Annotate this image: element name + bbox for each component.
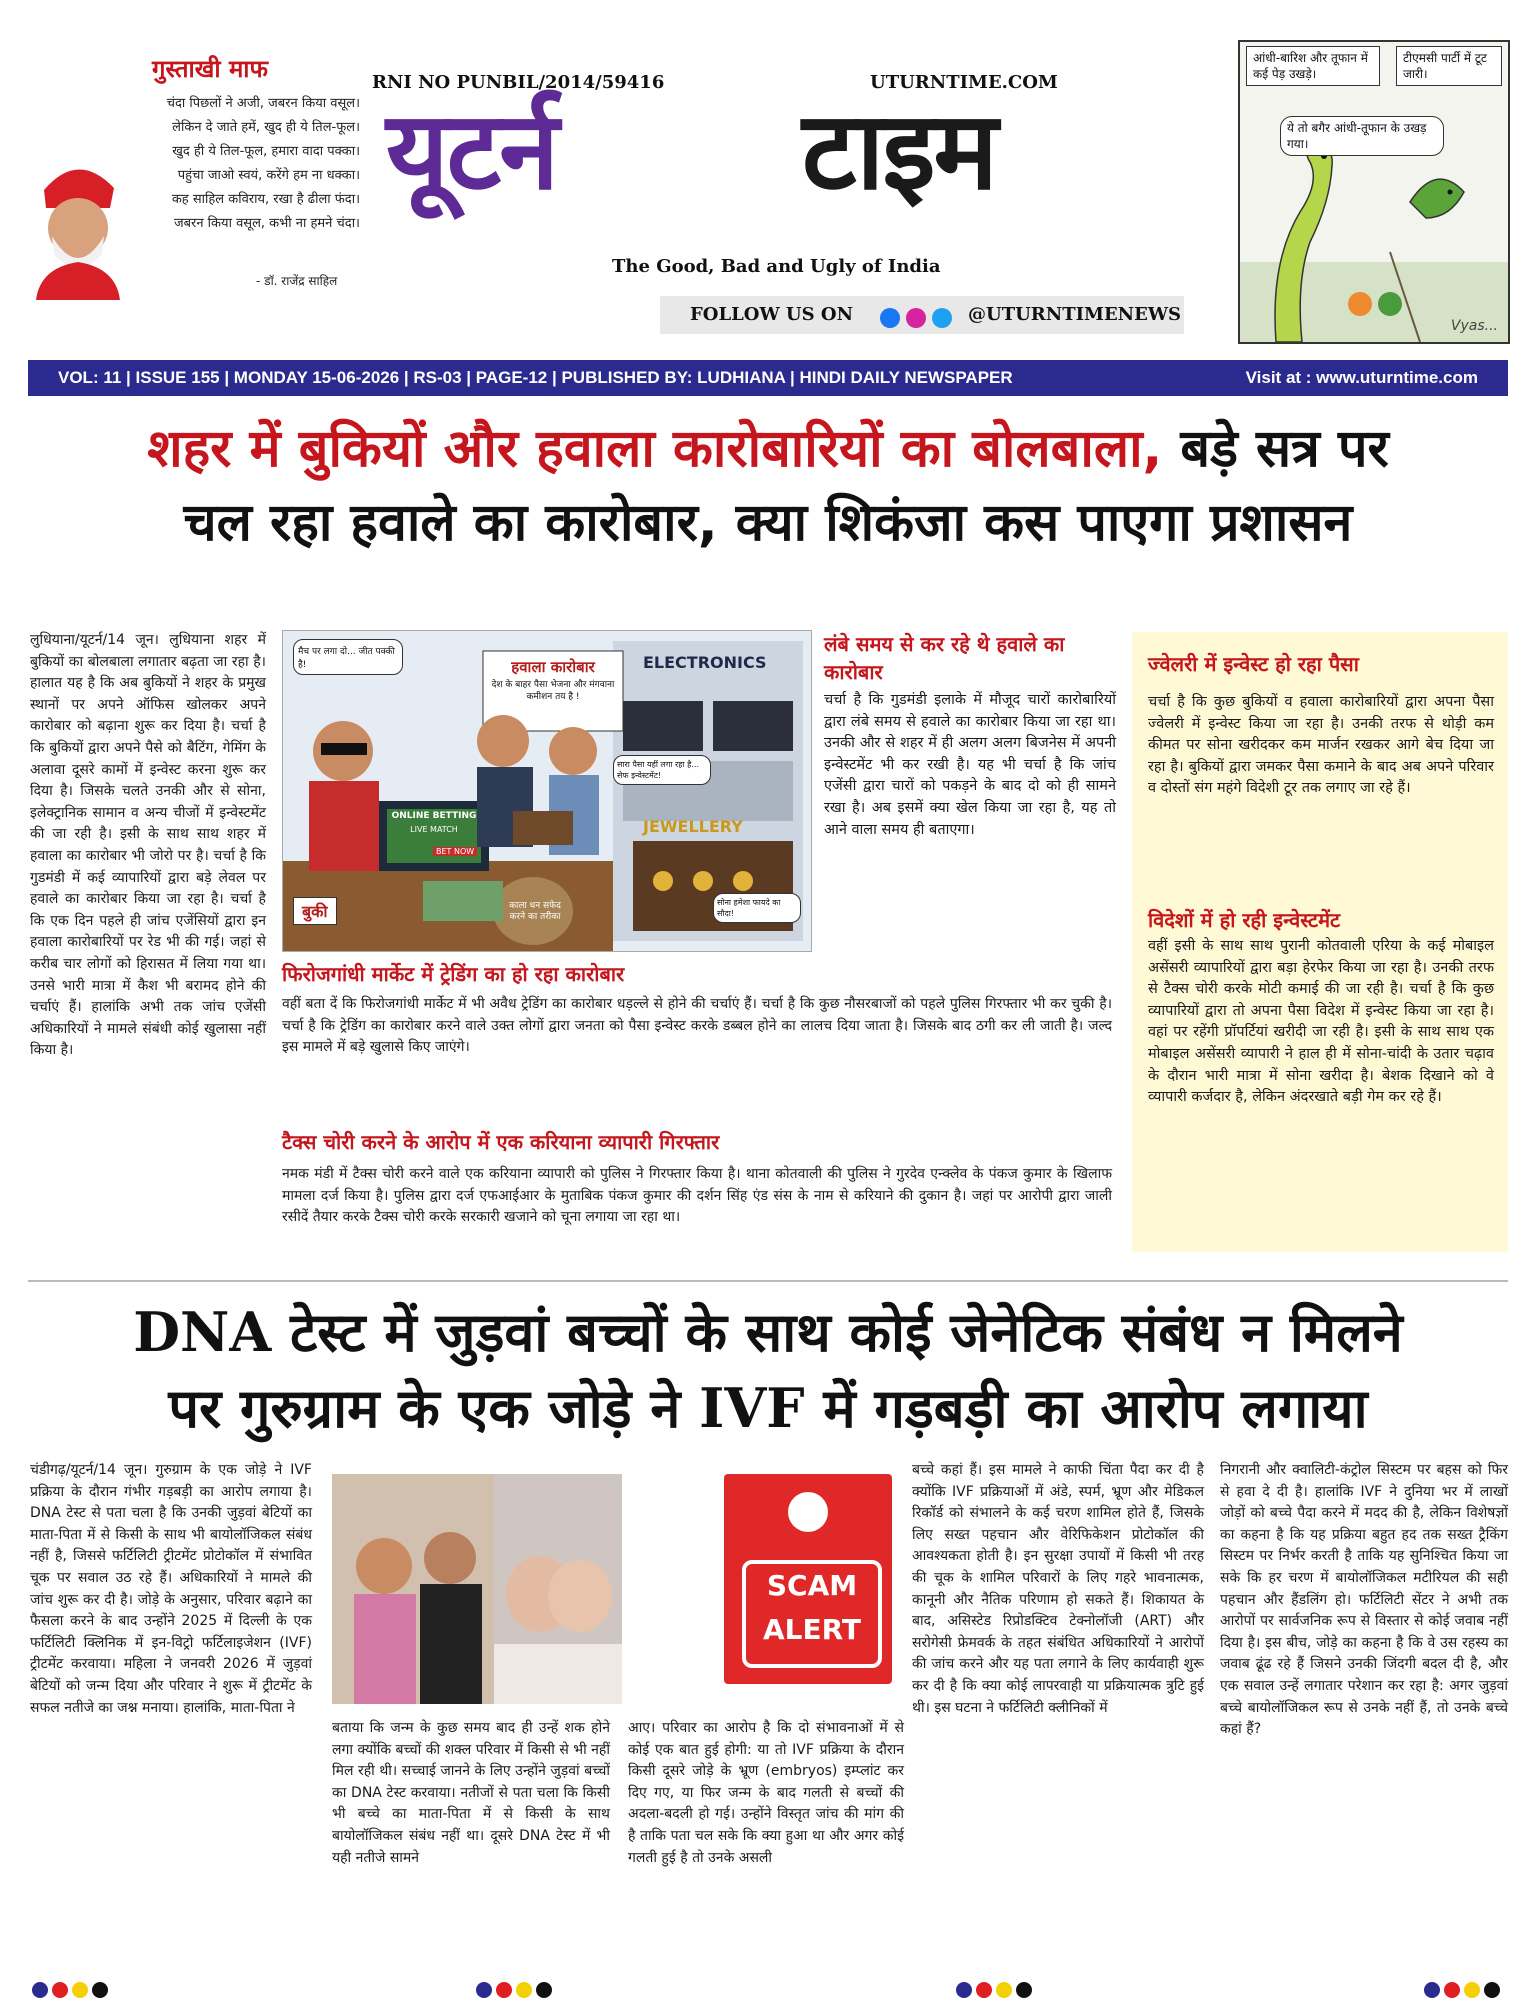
register-dot xyxy=(52,1982,68,1998)
social-handle[interactable]: @UTURNTIMENEWS xyxy=(968,304,1182,325)
abroad-text: वहीं इसी के साथ साथ पुरानी कोतवाली एरिया के कई मोबाइल असेंसरी व्यापारियों द्वारा बड़ा हेरफेर किया जा रहा है। उनकी तरफ से टैक्स चोरी करके मोटी कमाई की जा रही है। चर्चा है कि कुछ व्यापारियों द्वारा तो अपना पैसा विदेश में इन्वेस्ट किया जा रहा है। वहां पर रहेंगी प्रॉपर्टियां खरीदी जा रही है। इसी के साथ साथ एक मोबाइल असेंसरी व्यापारी ने हाल ही में सोना-चांदी के उतार चढ़ाव के दौरान भारी मात्रा में सोना खरीदा है। बेशक दिखाने को वे व्यापारी कर्जदार है, लेकिन अंदरखाते बड़ी गेम कर रहे हैं। xyxy=(1148,938,1494,1106)
register-dots xyxy=(32,1982,112,1998)
bell-icon xyxy=(788,1492,828,1532)
laptop-bet: BET NOW xyxy=(433,847,477,856)
electronics-sign: ELECTRONICS xyxy=(643,653,767,672)
follow-label: FOLLOW US ON xyxy=(690,304,854,325)
register-dots xyxy=(476,1982,556,1998)
poem-line: चंदा पिछलों ने अजी, जबरन किया वसूल। xyxy=(166,96,360,111)
visit-site-link[interactable]: Visit at : www.uturntime.com xyxy=(1245,368,1478,387)
headline-line1: DNA टेस्ट में जुड़वां बच्चों के साथ कोई जेनेटिक संबंध न मिलने xyxy=(133,1300,1403,1364)
poem-line: खुद ही ये तिल-फूल, हमारा वादा पक्का। xyxy=(172,144,360,159)
bukki-label: बुकी xyxy=(293,897,337,925)
firoz-text: वहीं बता दें कि फिरोजगांधी मार्केट में भी अवैध ट्रेडिंग का कारोबार धड़ल्ले से होने की चर्चाएं हैं। चर्चा है कि कुछ नौसरबाजों को पहले पुलिस गिरफ्तार भी कर चुकी है। चर्चा है कि ट्रेडिंग का कारोबार करने वाले उक्त लोगों द्वारा जनता को पैसा इन्वेस्ट करके डब्बल होने का लालच दिया जाता है। जिसके बाद ठगी कर ली जाती है। जल्द इस मामले में बड़े खुलासे किए जाएंगे। xyxy=(282,996,1112,1056)
story2-column-2: बताया कि जन्म के कुछ समय बाद ही उन्हें शक होने लगा क्योंकि बच्चों की शक्ल परिवार में किसी से भी नहीं मिल रही थी। सच्चाई जानने के लिए उन्होंने जुड़वां बच्चों का DNA टेस्ट करवाया। नतीजों से पता चला कि किसी भी बच्चे का माता-पिता में से किसी के साथ बायोलॉजिकल संबंध नहीं था। दूसरे DNA टेस्ट में भी यही नतीजे सामने xyxy=(332,1720,610,1866)
poem-line: पहुंचा जाओ स्वयं, करेंगे हम ना धक्का। xyxy=(177,168,360,183)
hawala-illustration xyxy=(282,630,812,952)
section-divider xyxy=(28,1280,1508,1282)
jewel-subhead: ज्वेलरी में इन्वेस्ट हो रहा पैसा xyxy=(1148,652,1359,676)
tax-text: नमक मंडी में टैक्स चोरी करने वाले एक करियाना व्यापारी को पुलिस ने गिरफ्तार किया है। थाना कोतवाली की पुलिस ने गुरदेव एन्क्लेव के पंकज कुमार के खिलाफ मामला दर्ज किया है। पुलिस द्वारा दर्ज एफआईआर के मुताबिक पंकज कुमार की दर्शन सिंह एंड संस के नाम से करियाने की दुकान है। जहां पर आरोपी द्वारा जाली रसीदें तैयार करके टैक्स चोरी करके सरकारी खजाने को चूना लगाया जा रहा था। xyxy=(282,1166,1112,1226)
headline-line2: चल रहा हवाले का कारोबार, क्या शिकंजा कस पाएगा प्रशासन xyxy=(183,493,1353,553)
hawala-sub: देश के बाहर पैसा भेजना और मंगवाना कमीशन तय है ! xyxy=(491,680,615,702)
register-dots xyxy=(956,1982,1036,1998)
mid-text: चर्चा है कि गुडमंडी इलाके में मौजूद चारों कारोबारियों द्वारा लंबे समय से हवाले का कारोबार किया जा रहा था। उनकी और से शहर में ही अलग अलग बिजनेस में अपनी इन्वेस्टमेंट भी कर रखी है। यह भी चर्चा है कि जांच एजेंसी द्वारा चारों को पकड़ने के बाद दो को ही सामने रखा है। अब इसमें क्या खेल किया जा रहा है, यह तो आने वाला समय ही बताएगा। xyxy=(824,692,1116,838)
register-dot xyxy=(1484,1982,1500,1998)
register-dot xyxy=(476,1982,492,1998)
scam-alert-box xyxy=(742,1560,882,1668)
register-dot xyxy=(516,1982,532,1998)
register-dot xyxy=(1444,1982,1460,1998)
jewel-text: चर्चा है कि कुछ बुकियों व हवाला कारोबारियों द्वारा अपना पैसा ज्वेलरी में इन्वेस्ट किया जा रहा है। उनकी तरफ से थोड़ी कम कीमत पर सोना खरीदकर कम मार्जन रखकर आगे बेच दिया जा रहा है। बुकियों द्वारा जमकर पैसा कमाने के बाद अब अपने परिवार व दोस्तों संग महंगे विदेशी टूर तक लगाए जा रहे हैं। xyxy=(1148,694,1494,797)
register-dot xyxy=(1464,1982,1480,1998)
mid-subhead: लंबे समय से कर रहे थे हवाले का कारोबार xyxy=(824,632,1065,684)
register-dot xyxy=(976,1982,992,1998)
register-dot xyxy=(72,1982,88,1998)
register-dot xyxy=(92,1982,108,1998)
laptop-sub: LIVE MATCH xyxy=(410,825,458,834)
register-dot xyxy=(496,1982,512,1998)
story1-headline xyxy=(30,412,1506,560)
headline-black-part: बड़े सत्र पर xyxy=(1162,419,1389,479)
story2-column-1: चंडीगढ़/यूटर्न/14 जून। गुरुग्राम के एक जोड़े ने IVF प्रक्रिया के दौरान गंभीर गड़बड़ी का आरोप लगाया है। DNA टेस्ट से पता चला है कि उनकी जुड़वां बेटियों का माता-पिता में से किसी के साथ भी बायोलॉजिकल संबंध नहीं है, जिससे फर्टिलिटी ट्रीटमेंट प्रोटोकॉल में संभावित चूक पर सवाल उठ रहे हैं। अधिकारियों ने मामले की जांच शुरू कर दी है। जोड़े के अनुसार, परिवार बढ़ाने का फैसला करने के बाद उन्होंने 2025 में दिल्ली के एक फर्टिलिटी क्लिनिक में इन-विट्रो फर्टिलाइजेशन (IVF) ट्रीटमेंट करवाया। महिला ने जनवरी 2026 में जुड़वां बेटियों को जन्म दिया और परिवार ने शुरू में ट्रीटमेंट के सफल नतीजे का जश्न मनाया। हालांकि, माता-पिता ने xyxy=(30,1462,312,1716)
register-dots xyxy=(1424,1982,1504,1998)
author-photo xyxy=(30,150,126,300)
cartoon-bubble-dialogue: ये तो बगैर आंधी-तूफान के उखड़ गया। xyxy=(1280,116,1444,156)
story1-left-column: लुधियाना/यूटर्न/14 जून। लुधियाना शहर में बुकियों का बोलबाला लगातार बढ़ता जा रहा है। हालात यह है कि अब बुकियों ने शहर के प्रमुख स्थानों पर अपने ऑफिस खोलकर अपने कारोबार को बढ़ाना शुरू कर दिया है। चर्चा है कि बुकियों द्वारा अपने पैसे को बैटिंग, गेमिंग के अलावा दूसरे कामों में इन्वेस्ट करना शुरू कर दिया है। जिसके चलते उनकी और से सोना, इलेक्ट्रानिक सामान व अन्य चीजों में इन्वेस्टमेंट की जा रही है। इसी के साथ साथ शहर में हवाला का कारोबार भी जोरो पर है। चर्चा है कि गुडमंडी में कई व्यापारियों द्वारा बड़े लेवल पर हवाले का कारोबार किया जा रहा है। चर्चा है कि एक दिन पहले ही जांच एजेंसियों द्वारा इन हवाला कारोबारियों पर रेड भी की गई। जहां से करीब चार लोगों को हिरासत में लिया गया था। उनसे भारी मात्रा में कैश भी बरामद होने की चर्चाएं हैं। हालांकि अभी तक जांच एजेंसी अधिकारियों ने मामले संबंधी कोई खुलासा नहीं किया है। xyxy=(30,632,266,1059)
register-dot xyxy=(1016,1982,1032,1998)
register-dot xyxy=(32,1982,48,1998)
laptop-title: ONLINE BETTING xyxy=(391,811,477,821)
headline-red-part: शहर में बुकियों और हवाला कारोबारियों का बोलबाला, xyxy=(147,419,1163,479)
tagline: The Good, Bad and Ugly of India xyxy=(612,256,941,277)
poem-line: जबरन किया वसूल, कभी ना हमने चंदा। xyxy=(173,216,360,231)
issue-details: VOL: 11 | ISSUE 155 | MONDAY 15-06-2026 | RS-03 | PAGE-12 | PUBLISHED BY: LUDHIANA | HINDI DAILY NEWSPAPER xyxy=(58,368,1013,387)
poem-line: कह साहिल कविराय, रखा है ढीला फंदा। xyxy=(171,192,360,207)
abroad-subhead: विदेशों में हो रही इन्वेस्टमेंट xyxy=(1148,908,1341,932)
satire-author: - डॉ. राजेंद्र साहिल xyxy=(256,274,338,288)
register-dot xyxy=(956,1982,972,1998)
editorial-cartoon xyxy=(1238,40,1510,344)
alert-text: ALERT xyxy=(762,1613,862,1646)
cartoon-bubble-storm: आंधी-बारिश और तूफान में कई पेड़ उखड़े। xyxy=(1246,46,1380,86)
logo-text-uturn: यूटर्न xyxy=(386,89,558,214)
cartoonist-signature: Vyas... xyxy=(1450,318,1498,334)
headline-line2: पर गुरुग्राम के एक जोड़े ने IVF में गड़बड़ी का आरोप लगाया xyxy=(168,1376,1368,1440)
facebook-icon[interactable] xyxy=(880,308,900,328)
poem-line: लेकिन दे जाते हमें, खुद ही ये तिल-फूल। xyxy=(172,120,360,135)
story2-column-3: आए। परिवार का आरोप है कि दो संभावनाओं में से कोई एक बात हुई होगी: या तो IVF प्रक्रिया के दौरान किसी दूसरे जोड़े के भ्रूण (embryos) इम्प्लांट कर दिए गए, या फिर जन्म के बाद गलती से बच्चों की अदला-बदली हो गई। उन्होंने विस्तृत जांच की मांग की है ताकि पता चल सके कि क्या हुआ था और अगर कोई गलती हुई है तो उनके असली xyxy=(628,1720,904,1866)
cartoon-bubble-tmc: टीएमसी पार्टी में टूट जारी। xyxy=(1396,46,1502,86)
satire-poem xyxy=(110,92,360,236)
logo-text-time: टाइम xyxy=(802,89,997,214)
speech-bubble: मैच पर लगा दो... जीत पक्की है! xyxy=(293,639,403,675)
firoz-subhead: फिरोजगांधी मार्केट में ट्रेडिंग का हो रहा कारोबार xyxy=(282,962,625,986)
website-link[interactable]: UTURNTIME.COM xyxy=(870,72,1058,93)
tax-subhead: टैक्स चोरी करने के आरोप में एक करियाना व्यापारी गिरफ्तार xyxy=(282,1130,720,1154)
instagram-icon[interactable] xyxy=(906,308,926,328)
story2-headline xyxy=(30,1294,1506,1446)
register-dot xyxy=(1424,1982,1440,1998)
speech-bubble: सारा पैसा यहीं लगा रहा है... सेफ इन्वेस्टमेंट! xyxy=(613,755,711,785)
hawala-sign: हवाला कारोबार xyxy=(511,658,595,676)
scam-alert-image xyxy=(724,1474,892,1684)
bag-label: काला धन सफेद करने का तरीका xyxy=(509,901,561,922)
story2-column-4: बच्चे कहां हैं। इस मामले ने काफी चिंता पैदा कर दी है क्योंकि IVF प्रक्रियाओं में अंडे, स्पर्म, भ्रूण और मेडिकल रिकॉर्ड को संभालने के कई चरण शामिल होते हैं, जिसके लिए सख्त पहचान और वेरिफिकेशन प्रोटोकॉल की आवश्यकता होती है। इन सुरक्षा उपायों में किसी भी तरह की चूक के शामिल परिवारों के लिए गहरे भावनात्मक, कानूनी और नैतिक परिणाम हो सकते हैं। शिकायत के बाद, असिस्टेड रिप्रोडक्टिव टेक्नोलॉजी (ART) और सरोगेसी फ्रेमवर्क के तहत संबंधित अधिकारियों ने आरोपों की जांच करने और यह पता लगाने के लिए कार्यवाही शुरू कर दी है कि क्या कोई लापरवाही या प्रक्रियात्मक त्रुटि हुई थी। इस घटना ने फर्टिलिटी क्लीनिकों में xyxy=(912,1462,1204,1716)
scam-text: SCAM xyxy=(766,1569,858,1602)
jewellery-sign: JEWELLERY xyxy=(643,817,743,836)
register-dot xyxy=(536,1982,552,1998)
issue-info-bar xyxy=(28,360,1508,396)
register-dot xyxy=(996,1982,1012,1998)
twins-photo xyxy=(494,1474,622,1704)
speech-bubble: सोना हमेशा फायदे का सौदा! xyxy=(713,893,801,923)
satire-column-title: गुस्ताखी माफ xyxy=(152,55,269,83)
rni-number: RNI NO PUNBIL/2014/59416 xyxy=(372,72,665,93)
twitter-icon[interactable] xyxy=(932,308,952,328)
story2-column-5: निगरानी और क्वालिटी-कंट्रोल सिस्टम पर बहस को फिर से हवा दे दी है। हालांकि IVF ने दुनिया भर में लाखों जोड़ों को बच्चे पैदा करने में मदद की है, लेकिन विशेषज्ञों का कहना है कि यह प्रक्रिया बहुत हद तक सख्त ट्रैकिंग सिस्टम पर निर्भर करती है ताकि यह सुनिश्चित किया जा सके कि हर चरण में बायोलॉजिकल मटीरियल की सही पहचान और हैंडलिंग हो। फर्टिलिटी सेंटर ने अभी तक आरोपों पर सार्वजनिक रूप से विस्तार से कोई जवाब नहीं दिया है। इस बीच, जोड़े का कहना है कि वे उस रहस्य का जवाब ढूंढ रहे हैं जिसने उनकी जिंदगी बदल दी है, और एक सवाल उन्हें लगातार परेशान कर रहा है: अगर जुड़वां बच्चे बायोलॉजिकल रूप से उनके नहीं हैं, तो उनके बच्चे कहां हैं? xyxy=(1220,1462,1508,1738)
